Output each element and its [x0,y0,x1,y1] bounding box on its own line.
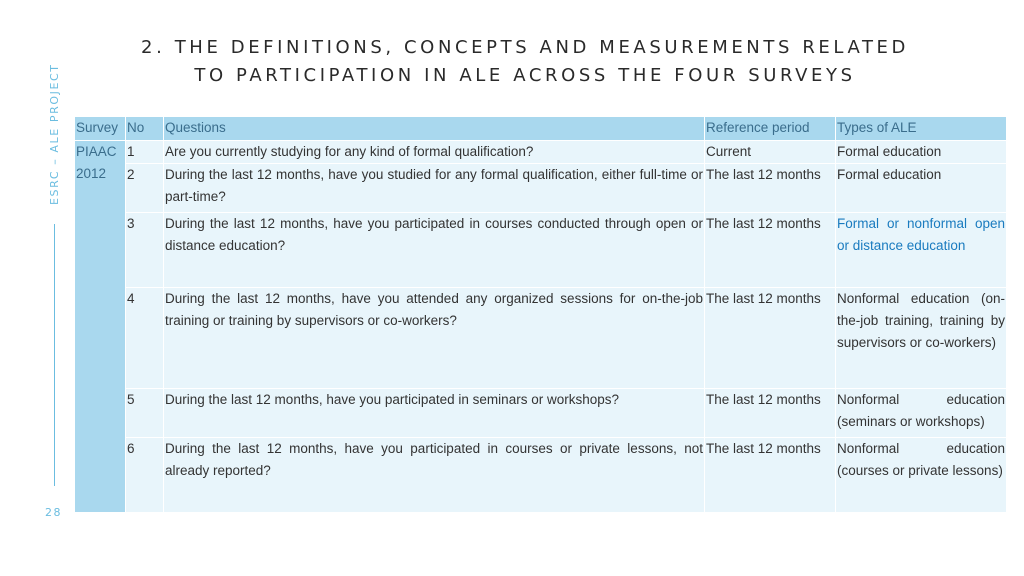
row-type-highlighted: Formal or nonformal open or distance education [836,213,1007,288]
row-type: Nonformal education (courses or private lessons) [836,438,1007,513]
row-type: Formal education [836,164,1007,213]
header-reference-period: Reference period [705,117,836,141]
header-questions: Questions [164,117,705,141]
row-period: The last 12 months [705,438,836,513]
row-number: 3 [126,213,164,288]
side-label: ESRC – ALE PROJECT [48,63,61,205]
row-number: 4 [126,288,164,389]
row-question: During the last 12 months, have you attended any organized sessions for on-the-job training or training by supervisors or co-workers? [164,288,705,389]
title-line-1: 2. THE DEFINITIONS, CONCEPTS AND MEASUREMENTS RELATED [141,37,909,58]
row-question: Are you currently studying for any kind of formal qualification? [164,141,705,164]
row-type: Nonformal education (seminars or workshops) [836,389,1007,438]
title-line-2: TO PARTICIPATION IN ALE ACROSS THE FOUR SURVEYS [194,65,856,86]
survey-year: 2012 [76,166,107,181]
row-number: 2 [126,164,164,213]
survey-name: PIAAC [76,144,117,159]
table-row [75,164,1007,213]
header-survey: Survey [75,117,126,141]
table-header-row [75,117,1007,141]
table-row [75,438,1007,513]
row-type: Nonformal education (on-the-job training, training by supervisors or co-workers) [836,288,1007,389]
row-type: Formal education [836,141,1007,164]
ale-definitions-table [74,116,1007,513]
page-number: 28 [45,506,62,519]
table-row [75,389,1007,438]
table-row [75,141,1007,164]
survey-cell [75,141,126,513]
row-question: During the last 12 months, have you participated in courses or private lessons, not already reported? [164,438,705,513]
side-divider [54,224,55,486]
row-question: During the last 12 months, have you studied for any formal qualification, either full-time or part-time? [164,164,705,213]
row-number: 1 [126,141,164,164]
header-types: Types of ALE [836,117,1007,141]
table-row [75,288,1007,389]
row-number: 5 [126,389,164,438]
row-period: Current [705,141,836,164]
row-number: 6 [126,438,164,513]
page-title [100,34,950,90]
row-question: During the last 12 months, have you participated in seminars or workshops? [164,389,705,438]
row-period: The last 12 months [705,288,836,389]
row-period: The last 12 months [705,213,836,288]
row-period: The last 12 months [705,389,836,438]
table-row [75,213,1007,288]
row-period: The last 12 months [705,164,836,213]
row-question: During the last 12 months, have you participated in courses conducted through open or distance education? [164,213,705,288]
header-no: No [126,117,164,141]
